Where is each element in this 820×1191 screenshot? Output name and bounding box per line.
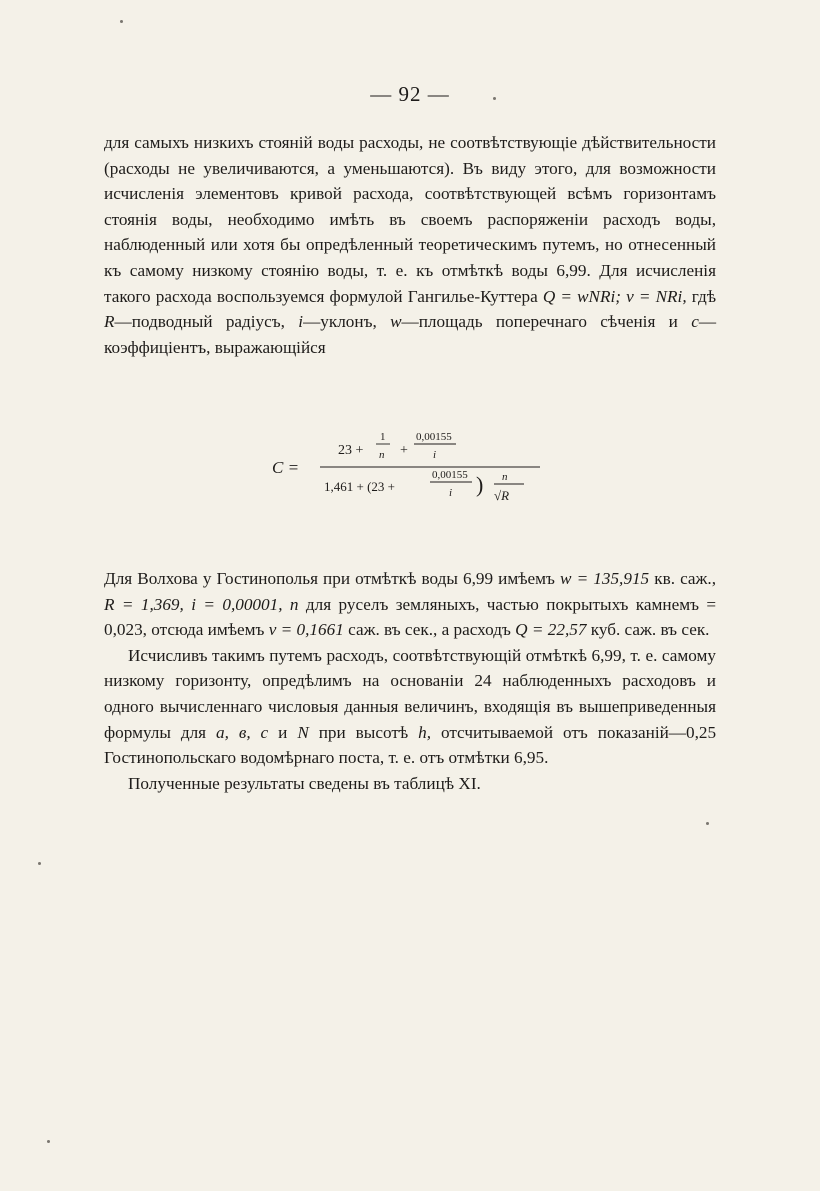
- formula-den-const: 0,00155: [432, 469, 468, 481]
- formula-v: v = NRi,: [626, 286, 687, 306]
- formula-den-sqrt-r: √R: [494, 488, 510, 503]
- formula-den-n: n: [502, 471, 508, 483]
- formula-num-plus: +: [400, 443, 408, 458]
- formula-den-i: i: [449, 487, 453, 499]
- paragraph-computation: Исчисливъ такимъ путемъ расходъ, соотвѣтствующій отмѣткѣ 6,99, т. е. самому низкому горизонту, опредѣлимъ на основаніи 24 наблюденныхъ расходовъ и одного вычисленнаго числовыя данныя величинъ, входящія въ вышеприведенныя формулы для a, в, c и N при высотѣ h, отсчитываемой отъ показаній—0,25 Гостинопольскаго водомѣрнаго поста, т. е. отъ отмѣтки 6,95.: [104, 645, 717, 768]
- formula-q: Q = wNRi;: [542, 286, 622, 306]
- formula-den-1461: 1,461 + (23 +: [324, 479, 395, 494]
- formula-den-close: ): [476, 472, 484, 497]
- paragraph-results: Полученные результаты сведены въ таблицѣ XI.: [128, 773, 481, 793]
- page-number: — 92 —: [370, 82, 450, 106]
- paragraph-volkhov: Для Волхова у Гостинополья при отмѣткѣ воды 6,99 имѣемъ w = 135,915 кв. саж., R = 1,369, i = 0,00001, n для руселъ земляныхъ, частью покрытыхъ камнемъ = 0,023, отсюда имѣемъ v = 0,1661 саж. въ сек., а расходъ Q = 22,57 куб. саж. въ сек.: [104, 569, 717, 640]
- formula-num-const: 0,00155: [416, 431, 452, 443]
- paragraph-intro: для самыхъ низкихъ стояній воды расходы, не соотвѣтствующіе дѣйствительности (расходы не увеличиваются, а уменьшаются). Въ виду этого, для возможности исчисленія элементовъ кривой расхода, соотвѣтствующей всѣмъ горизонтамъ стоянія воды, необходимо имѣть въ своемъ распоряженіи расходъ воды, наблюденный или хотя бы опредѣленный теоретическимъ путемъ, но отнесенный къ самому низкому стоянію воды, т. е. къ отмѣткѣ воды 6,99. Для исчисленія такого расхода воспользуемся формулой Гангилье-Куттера Q = wNRi; v = NRi, гдѣ R—подводный радіусъ, i—уклонъ, w—площадь поперечнаго сѣченія и c—коэффиціентъ, выражающійся: [104, 133, 717, 357]
- formula-num-one: 1: [380, 431, 386, 443]
- scan-speck: [120, 20, 123, 23]
- scan-speck: [706, 822, 709, 825]
- scan-speck: [47, 1140, 50, 1143]
- formula-num-i: i: [433, 449, 437, 461]
- formula-svg: [250, 420, 580, 520]
- formula-num-n: n: [379, 449, 385, 461]
- formula-num-23: 23 +: [338, 443, 364, 458]
- scan-speck: [493, 97, 496, 100]
- formula-lhs: C =: [272, 458, 300, 477]
- scan-speck: [38, 862, 41, 865]
- kutter-formula: [250, 420, 580, 520]
- body-text-lower: [104, 566, 716, 796]
